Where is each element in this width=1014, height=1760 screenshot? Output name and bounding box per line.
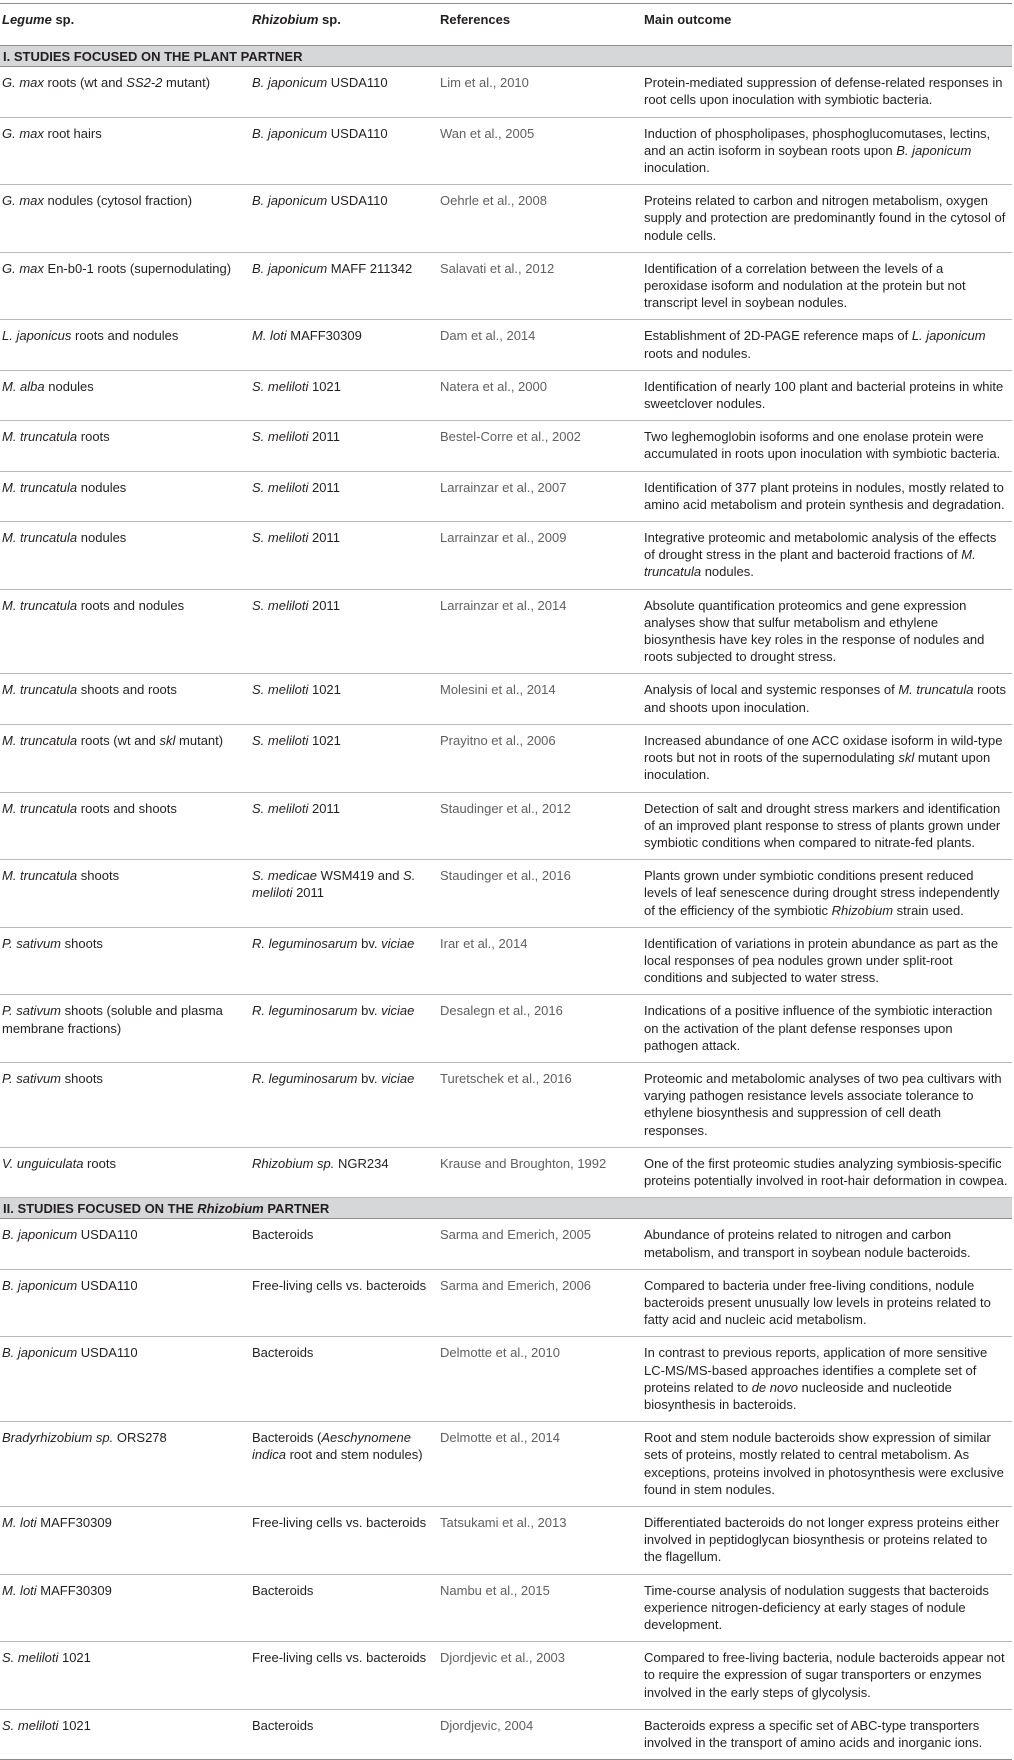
text-segment: P. sativum [2, 1003, 62, 1019]
text-segment: Indications of a positive influence of the symbiotic interaction on the activation of the plant defense responses upon pathogen attack. [644, 1003, 993, 1053]
reference-cell: Irar et al., 2014 [438, 927, 642, 995]
text-segment: nodules [77, 479, 127, 495]
table-row [0, 67, 1012, 117]
text-segment: Abundance of proteins related to nitrogen and carbon metabolism, and transport in soybean nodule bacteroids. [644, 1227, 971, 1260]
table-row [0, 370, 1012, 420]
text-segment: 2011 [292, 885, 325, 901]
text-segment: bv. [357, 1003, 382, 1019]
text-segment: R. leguminosarum [252, 935, 358, 951]
text-segment: Time-course analysis of nodulation suggests that bacteroids experience nitrogen-deficiency at early stages of nodule development. [644, 1582, 989, 1633]
table-row [0, 792, 1012, 860]
table-row [0, 320, 1012, 370]
main-outcome-cell [642, 1062, 1012, 1147]
rhizobium-cell [250, 724, 438, 792]
text-segment: S. meliloti [252, 378, 309, 394]
text-segment: M. loti [2, 1515, 37, 1530]
text-segment: Free-living cells vs. bacteroids [252, 1277, 427, 1293]
text-segment: En-b0-1 roots (supernodulating) [43, 260, 232, 276]
table-row [0, 1574, 1012, 1642]
rhizobium-cell [250, 471, 438, 521]
text-segment: Detection of salt and drought stress markers and identification of an improved plant response to stress of plants grown under symbiotic conditions when compared to nitrate-fed plants. [644, 800, 1001, 850]
main-outcome-cell [642, 1574, 1012, 1642]
table-row [0, 1507, 1012, 1575]
reference-cell: Djordjevic et al., 2003 [438, 1642, 642, 1710]
reference-cell: Nambu et al., 2015 [438, 1574, 642, 1642]
text-segment: Bacteroids express a specific set of ABC-type transporters involved in the transport of amino acids and inorganic ions. [644, 1717, 983, 1751]
text-segment: USDA110 [327, 75, 388, 91]
text-segment: G. max [2, 260, 44, 276]
main-outcome-cell [642, 1147, 1012, 1197]
legume-cell [0, 1642, 250, 1710]
text-segment: nodules [77, 530, 127, 546]
text-segment: B. japonicum [896, 142, 972, 158]
text-segment: Free-living cells vs. bacteroids [252, 1650, 427, 1666]
legume-cell [0, 724, 250, 792]
text-segment: B. japonicum [2, 1345, 78, 1361]
text-segment: S. medicae [252, 868, 318, 884]
text-segment: mutant) [175, 732, 224, 748]
text-segment: roots [77, 429, 110, 445]
text-segment: 1021 [58, 1717, 91, 1733]
text-segment: G. max [2, 125, 44, 141]
reference-cell: Larrainzar et al., 2009 [438, 522, 642, 590]
rhizobium-cell [250, 1642, 438, 1710]
rhizobium-cell [250, 1062, 438, 1147]
reference-cell: Staudinger et al., 2016 [438, 860, 642, 928]
table-row [0, 1709, 1012, 1759]
text-segment: In contrast to previous reports, application of more sensitive LC-MS/MS-based approaches identifies a complete set of proteins related to [644, 1345, 988, 1395]
text-segment: shoots [77, 868, 120, 884]
main-outcome-cell [642, 724, 1012, 792]
text-segment: M. loti [252, 328, 287, 344]
text-segment: 1021 [308, 682, 341, 698]
text-segment: 2011 [308, 479, 340, 495]
text-segment: Bacteroids [252, 1717, 314, 1733]
text-segment: Compared to free-living bacteria, nodule bacteroids appear not to require the expression of sugar transporters or enzymes involved in the early steps of glycolysis. [644, 1650, 1005, 1700]
legume-cell [0, 421, 250, 471]
table-row [0, 674, 1012, 724]
text-segment: S. meliloti [252, 800, 309, 816]
main-outcome-cell [642, 185, 1012, 253]
rhizobium-cell [250, 421, 438, 471]
legume-cell [0, 1574, 250, 1642]
text-segment: Absolute quantification proteomics and gene expression analyses show that sulfur metabolism and ethylene biosynthesis have key roles in the response of nodules and roots subjected to drought stress. [644, 597, 985, 665]
text-segment: Rhizobium sp. [252, 1155, 335, 1171]
section-heading [0, 46, 1012, 67]
text-segment: One of the first proteomic studies analyzing symbiosis-specific proteins potentially involved in root-hair deformation in cowpea. [644, 1155, 1008, 1188]
text-segment: roots and nodules [71, 328, 179, 344]
reference-cell: Prayitno et al., 2006 [438, 724, 642, 792]
table-row [0, 724, 1012, 792]
legume-cell [0, 1062, 250, 1147]
text-segment: G. max [2, 193, 44, 209]
legume-cell [0, 471, 250, 521]
table-row [0, 995, 1012, 1063]
rhizobium-cell [250, 1709, 438, 1759]
main-outcome-cell [642, 995, 1012, 1063]
text-segment: R. leguminosarum [252, 1070, 358, 1086]
table-row [0, 1147, 1012, 1197]
legume-cell [0, 1337, 250, 1422]
text-segment: Identification of 377 plant proteins in nodules, mostly related to amino acid metabolism and protein synthesis and degradation. [644, 479, 1005, 512]
text-segment: nodules (cytosol fraction) [43, 193, 193, 209]
text-segment: Establishment of 2D-PAGE reference maps of [644, 328, 912, 344]
text-segment: S. meliloti [252, 479, 309, 495]
text-segment: 2011 [308, 800, 340, 816]
text-segment: MAFF30309 [36, 1582, 112, 1598]
reference-cell: Natera et al., 2000 [438, 370, 642, 420]
rhizobium-cell [250, 1147, 438, 1197]
rhizobium-cell [250, 927, 438, 995]
text-segment: bv. [357, 935, 382, 951]
text-segment: Compared to bacteria under free-living conditions, nodule bacteroids present unusually low levels in proteins related to fatty acid and nucleic acid metabolism. [644, 1277, 991, 1328]
table-row [0, 927, 1012, 995]
legume-cell [0, 1507, 250, 1575]
text-segment: B. japonicum [252, 260, 328, 276]
section-heading-row [0, 46, 1012, 67]
text-segment: S. meliloti [252, 597, 309, 613]
header-rhizobium: Rhizobium sp. [250, 4, 438, 46]
text-segment: II. STUDIES FOCUSED ON THE [3, 1201, 198, 1217]
rhizobium-cell [250, 792, 438, 860]
table-header [0, 4, 1012, 46]
main-outcome-cell [642, 1219, 1012, 1269]
table-row [0, 185, 1012, 253]
main-outcome-cell [642, 1507, 1012, 1575]
table-row [0, 1062, 1012, 1147]
main-outcome-cell [642, 67, 1012, 117]
text-segment: nodules [44, 378, 94, 394]
main-outcome-cell [642, 117, 1012, 185]
text-segment: mutant) [162, 75, 211, 91]
text-segment: L. japonicum [911, 328, 986, 344]
text-segment: MAFF30309 [286, 328, 362, 344]
rhizobium-cell [250, 117, 438, 185]
text-segment: roots (wt and [43, 75, 127, 91]
rhizobium-cell [250, 674, 438, 724]
text-segment: 2011 [308, 530, 340, 546]
table-row [0, 1642, 1012, 1710]
reference-cell: Tatsukami et al., 2013 [438, 1507, 642, 1575]
reference-cell: Wan et al., 2005 [438, 117, 642, 185]
text-segment: Identification of variations in protein abundance as part as the local responses of pea nodules grown under split-root conditions and subjected to water stress. [644, 935, 999, 986]
text-segment: ORS278 [113, 1430, 167, 1446]
table-row [0, 117, 1012, 185]
text-segment: roots and shoots upon inoculation. [644, 682, 1007, 715]
text-segment: M. truncatula [2, 429, 78, 445]
section-heading [0, 1198, 1012, 1219]
reference-cell: Oehrle et al., 2008 [438, 185, 642, 253]
table-row [0, 421, 1012, 471]
text-segment: M. truncatula [2, 732, 78, 748]
legume-cell [0, 1709, 250, 1759]
text-segment: M. loti [2, 1582, 37, 1598]
text-segment: roots [83, 1155, 116, 1171]
text-segment: S. meliloti [2, 1717, 59, 1733]
main-outcome-cell [642, 860, 1012, 928]
text-segment: Bacteroids [252, 1582, 314, 1598]
table-row [0, 252, 1012, 320]
rhizobium-cell [250, 1219, 438, 1269]
text-segment: S. meliloti [252, 868, 416, 901]
reference-cell: Dam et al., 2014 [438, 320, 642, 370]
legume-cell [0, 1147, 250, 1197]
reference-cell: Desalegn et al., 2016 [438, 995, 642, 1063]
text-segment: R. leguminosarum [252, 1003, 358, 1019]
reference-cell: Sarma and Emerich, 2006 [438, 1269, 642, 1337]
reference-cell: Krause and Broughton, 1992 [438, 1147, 642, 1197]
text-segment: Protein-mediated suppression of defense-related responses in root cells upon inoculation with symbiotic bacteria. [644, 75, 1003, 108]
reference-cell: Larrainzar et al., 2014 [438, 589, 642, 674]
rhizobium-cell [250, 370, 438, 420]
legume-cell [0, 1422, 250, 1507]
reference-cell: Larrainzar et al., 2007 [438, 471, 642, 521]
header-legume: Legume sp. [0, 4, 250, 46]
table-row [0, 522, 1012, 590]
text-segment: bv. [357, 1070, 382, 1086]
legume-cell [0, 995, 250, 1063]
legume-cell [0, 67, 250, 117]
legume-cell [0, 370, 250, 420]
main-outcome-cell [642, 252, 1012, 320]
text-segment: USDA110 [327, 125, 388, 141]
text-segment: S. meliloti [252, 429, 309, 445]
main-outcome-cell [642, 421, 1012, 471]
section-heading-row [0, 1198, 1012, 1219]
text-segment: nucleoside and nucleotide biosynthesis in bacteroids. [644, 1379, 952, 1412]
proteomics-table [0, 3, 1012, 1760]
main-outcome-cell [642, 320, 1012, 370]
rhizobium-cell [250, 1507, 438, 1575]
main-outcome-cell [642, 522, 1012, 590]
legume-cell [0, 927, 250, 995]
text-segment: B. japonicum [2, 1227, 78, 1243]
text-segment: 1021 [308, 732, 341, 748]
text-segment: S. meliloti [252, 732, 309, 748]
main-outcome-cell [642, 589, 1012, 674]
table-row [0, 1337, 1012, 1422]
text-segment: USDA110 [77, 1345, 138, 1361]
text-segment: inoculation. [644, 160, 710, 176]
reference-cell: Sarma and Emerich, 2005 [438, 1219, 642, 1269]
main-outcome-cell [642, 1422, 1012, 1507]
table-row [0, 1422, 1012, 1507]
text-segment: de novo [751, 1379, 798, 1395]
text-segment: Root and stem nodule bacteroids show expression of similar sets of proteins, mostly related to central metabolism. As exceptions, proteins involved in photosynthesis were exclusive found in stem nodules. [644, 1430, 1004, 1497]
text-segment: Induction of phospholipases, phosphoglucomutases, lectins, and an actin isoform in soybean roots upon [644, 125, 991, 158]
text-segment: MAFF30309 [36, 1515, 112, 1530]
table-row [0, 1219, 1012, 1269]
text-segment: MAFF 211342 [327, 260, 413, 276]
text-segment: G. max [2, 75, 44, 91]
reference-cell: Delmotte et al., 2014 [438, 1422, 642, 1507]
rhizobium-cell [250, 860, 438, 928]
table-row [0, 471, 1012, 521]
text-segment: 2011 [308, 597, 340, 613]
text-segment: Bacteroids [252, 1227, 314, 1243]
text-segment: shoots [61, 935, 103, 951]
text-segment: M. truncatula [644, 547, 976, 580]
text-segment: M. truncatula [2, 530, 78, 546]
text-segment: M. truncatula [2, 868, 78, 884]
text-segment: root hairs [43, 125, 102, 141]
legume-cell [0, 674, 250, 724]
main-outcome-cell [642, 674, 1012, 724]
text-segment: Integrative proteomic and metabolomic analysis of the effects of drought stress in the plant and bacteroid fractions of [644, 530, 997, 563]
rhizobium-cell [250, 589, 438, 674]
text-segment: V. unguiculata [2, 1155, 84, 1171]
text-segment: Analysis of local and systemic responses of [644, 682, 899, 698]
text-segment: M. alba [2, 378, 45, 394]
table-body [0, 46, 1012, 1760]
rhizobium-cell [250, 1574, 438, 1642]
legume-cell [0, 117, 250, 185]
reference-cell: Turetschek et al., 2016 [438, 1062, 642, 1147]
rhizobium-cell [250, 522, 438, 590]
text-segment: Rhizobium [197, 1201, 264, 1217]
rhizobium-cell [250, 1337, 438, 1422]
text-segment: Bacteroids ( [252, 1430, 322, 1446]
text-segment: M. truncatula [2, 479, 78, 495]
header-references: References [438, 4, 642, 46]
text-segment: mutant upon inoculation. [644, 750, 991, 783]
text-segment: S. meliloti [252, 530, 309, 546]
text-segment: root and stem nodules) [285, 1447, 423, 1463]
main-outcome-cell [642, 1709, 1012, 1759]
text-segment: USDA110 [77, 1277, 138, 1293]
rhizobium-cell [250, 1422, 438, 1507]
main-outcome-cell [642, 1337, 1012, 1422]
text-segment: B. japonicum [252, 75, 328, 91]
text-segment: roots (wt and [77, 732, 160, 748]
rhizobium-cell [250, 252, 438, 320]
text-segment: roots and nodules. [644, 345, 751, 361]
text-segment: USDA110 [327, 193, 388, 209]
text-segment: B. japonicum [252, 193, 328, 209]
legume-cell [0, 1269, 250, 1337]
text-segment: USDA110 [77, 1227, 138, 1243]
text-segment: P. sativum [2, 1070, 62, 1086]
text-segment: SS2-2 [126, 75, 163, 91]
text-segment: NGR234 [334, 1155, 389, 1171]
reference-cell: Lim et al., 2010 [438, 67, 642, 117]
main-outcome-cell [642, 1642, 1012, 1710]
main-outcome-cell [642, 370, 1012, 420]
text-segment: Identification of nearly 100 plant and bacterial proteins in white sweetclover nodules. [644, 378, 1004, 412]
text-segment: Proteins related to carbon and nitrogen metabolism, oxygen supply and protection are predominantly found in the cytosol of nodule cells. [644, 193, 1006, 243]
legume-cell [0, 860, 250, 928]
legume-cell [0, 522, 250, 590]
main-outcome-cell [642, 1269, 1012, 1337]
text-segment: L. japonicus [2, 328, 72, 344]
text-segment: Two leghemoglobin isoforms and one enolase protein were accumulated in roots upon inoculation with symbiotic bacteria. [644, 429, 1001, 462]
reference-cell: Djordjevic, 2004 [438, 1709, 642, 1759]
main-outcome-cell [642, 792, 1012, 860]
rhizobium-cell [250, 1269, 438, 1337]
reference-cell: Bestel-Corre et al., 2002 [438, 421, 642, 471]
text-segment: Rhizobium [831, 902, 894, 918]
text-segment: B. japonicum [252, 125, 328, 141]
text-segment: PARTNER [263, 1201, 330, 1217]
text-segment: nodules. [701, 564, 754, 580]
text-segment: 1021 [58, 1650, 91, 1666]
text-segment: Differentiated bacteroids do not longer express proteins either involved in peptidoglycan biosynthesis or proteins related to the flagellum. [644, 1515, 1000, 1565]
text-segment: M. truncatula [898, 682, 974, 698]
main-outcome-cell [642, 471, 1012, 521]
legume-cell [0, 320, 250, 370]
text-segment: B. japonicum [2, 1277, 78, 1293]
rhizobium-cell [250, 995, 438, 1063]
text-segment: M. truncatula [2, 800, 78, 816]
text-segment: skl [159, 732, 176, 748]
text-segment: Identification of a correlation between the levels of a peroxidase isoform and nodulation at the protein but not transcript level in soybean nodules. [644, 260, 966, 311]
text-segment: viciae [381, 1070, 415, 1086]
text-segment: Bradyrhizobium sp. [2, 1430, 114, 1446]
text-segment: WSM419 and [317, 868, 404, 884]
text-segment: roots and shoots [77, 800, 177, 816]
text-segment: skl [898, 750, 915, 766]
text-segment: Increased abundance of one ACC oxidase isoform in wild-type roots but not in roots of the supernodulating [644, 732, 1003, 766]
text-segment: viciae [381, 1003, 415, 1019]
text-segment: 2011 [308, 429, 340, 445]
legume-cell [0, 792, 250, 860]
reference-cell: Staudinger et al., 2012 [438, 792, 642, 860]
header-row [0, 4, 1012, 46]
table-row [0, 1269, 1012, 1337]
text-segment: M. truncatula [2, 597, 78, 613]
text-segment: S. meliloti [2, 1650, 59, 1666]
reference-cell: Molesini et al., 2014 [438, 674, 642, 724]
table-row [0, 860, 1012, 928]
text-segment: shoots and roots [77, 682, 177, 698]
text-segment: Free-living cells vs. bacteroids [252, 1515, 427, 1530]
reference-cell: Salavati et al., 2012 [438, 252, 642, 320]
legume-cell [0, 252, 250, 320]
text-segment: Plants grown under symbiotic conditions present reduced levels of leaf senescence during drought stress independently of the efficiency of the symbiotic [644, 868, 1000, 918]
text-segment: P. sativum [2, 935, 62, 951]
text-segment: strain used. [893, 902, 964, 918]
header-main-outcome: Main outcome [642, 4, 1012, 46]
text-segment: S. meliloti [252, 682, 309, 698]
text-segment: shoots [61, 1070, 103, 1086]
text-segment: Bacteroids [252, 1345, 314, 1361]
reference-cell: Delmotte et al., 2010 [438, 1337, 642, 1422]
rhizobium-cell [250, 320, 438, 370]
rhizobium-cell [250, 185, 438, 253]
text-segment: viciae [381, 935, 415, 951]
legume-cell [0, 589, 250, 674]
main-outcome-cell [642, 927, 1012, 995]
text-segment: Aeschynomene indica [252, 1430, 411, 1463]
text-segment: shoots (soluble and plasma membrane fractions) [2, 1003, 223, 1036]
text-segment: I. STUDIES FOCUSED ON THE PLANT PARTNER [3, 49, 303, 64]
text-segment: M. truncatula [2, 682, 78, 698]
legume-cell [0, 185, 250, 253]
text-segment: roots and nodules [77, 597, 185, 613]
text-segment: 1021 [308, 378, 341, 394]
legume-cell [0, 1219, 250, 1269]
rhizobium-cell [250, 67, 438, 117]
text-segment: Proteomic and metabolomic analyses of two pea cultivars with varying pathogen resistance levels associate tolerance to ethylene biosynthesis and suppression of cell death responses. [644, 1070, 1002, 1138]
table-row [0, 589, 1012, 674]
